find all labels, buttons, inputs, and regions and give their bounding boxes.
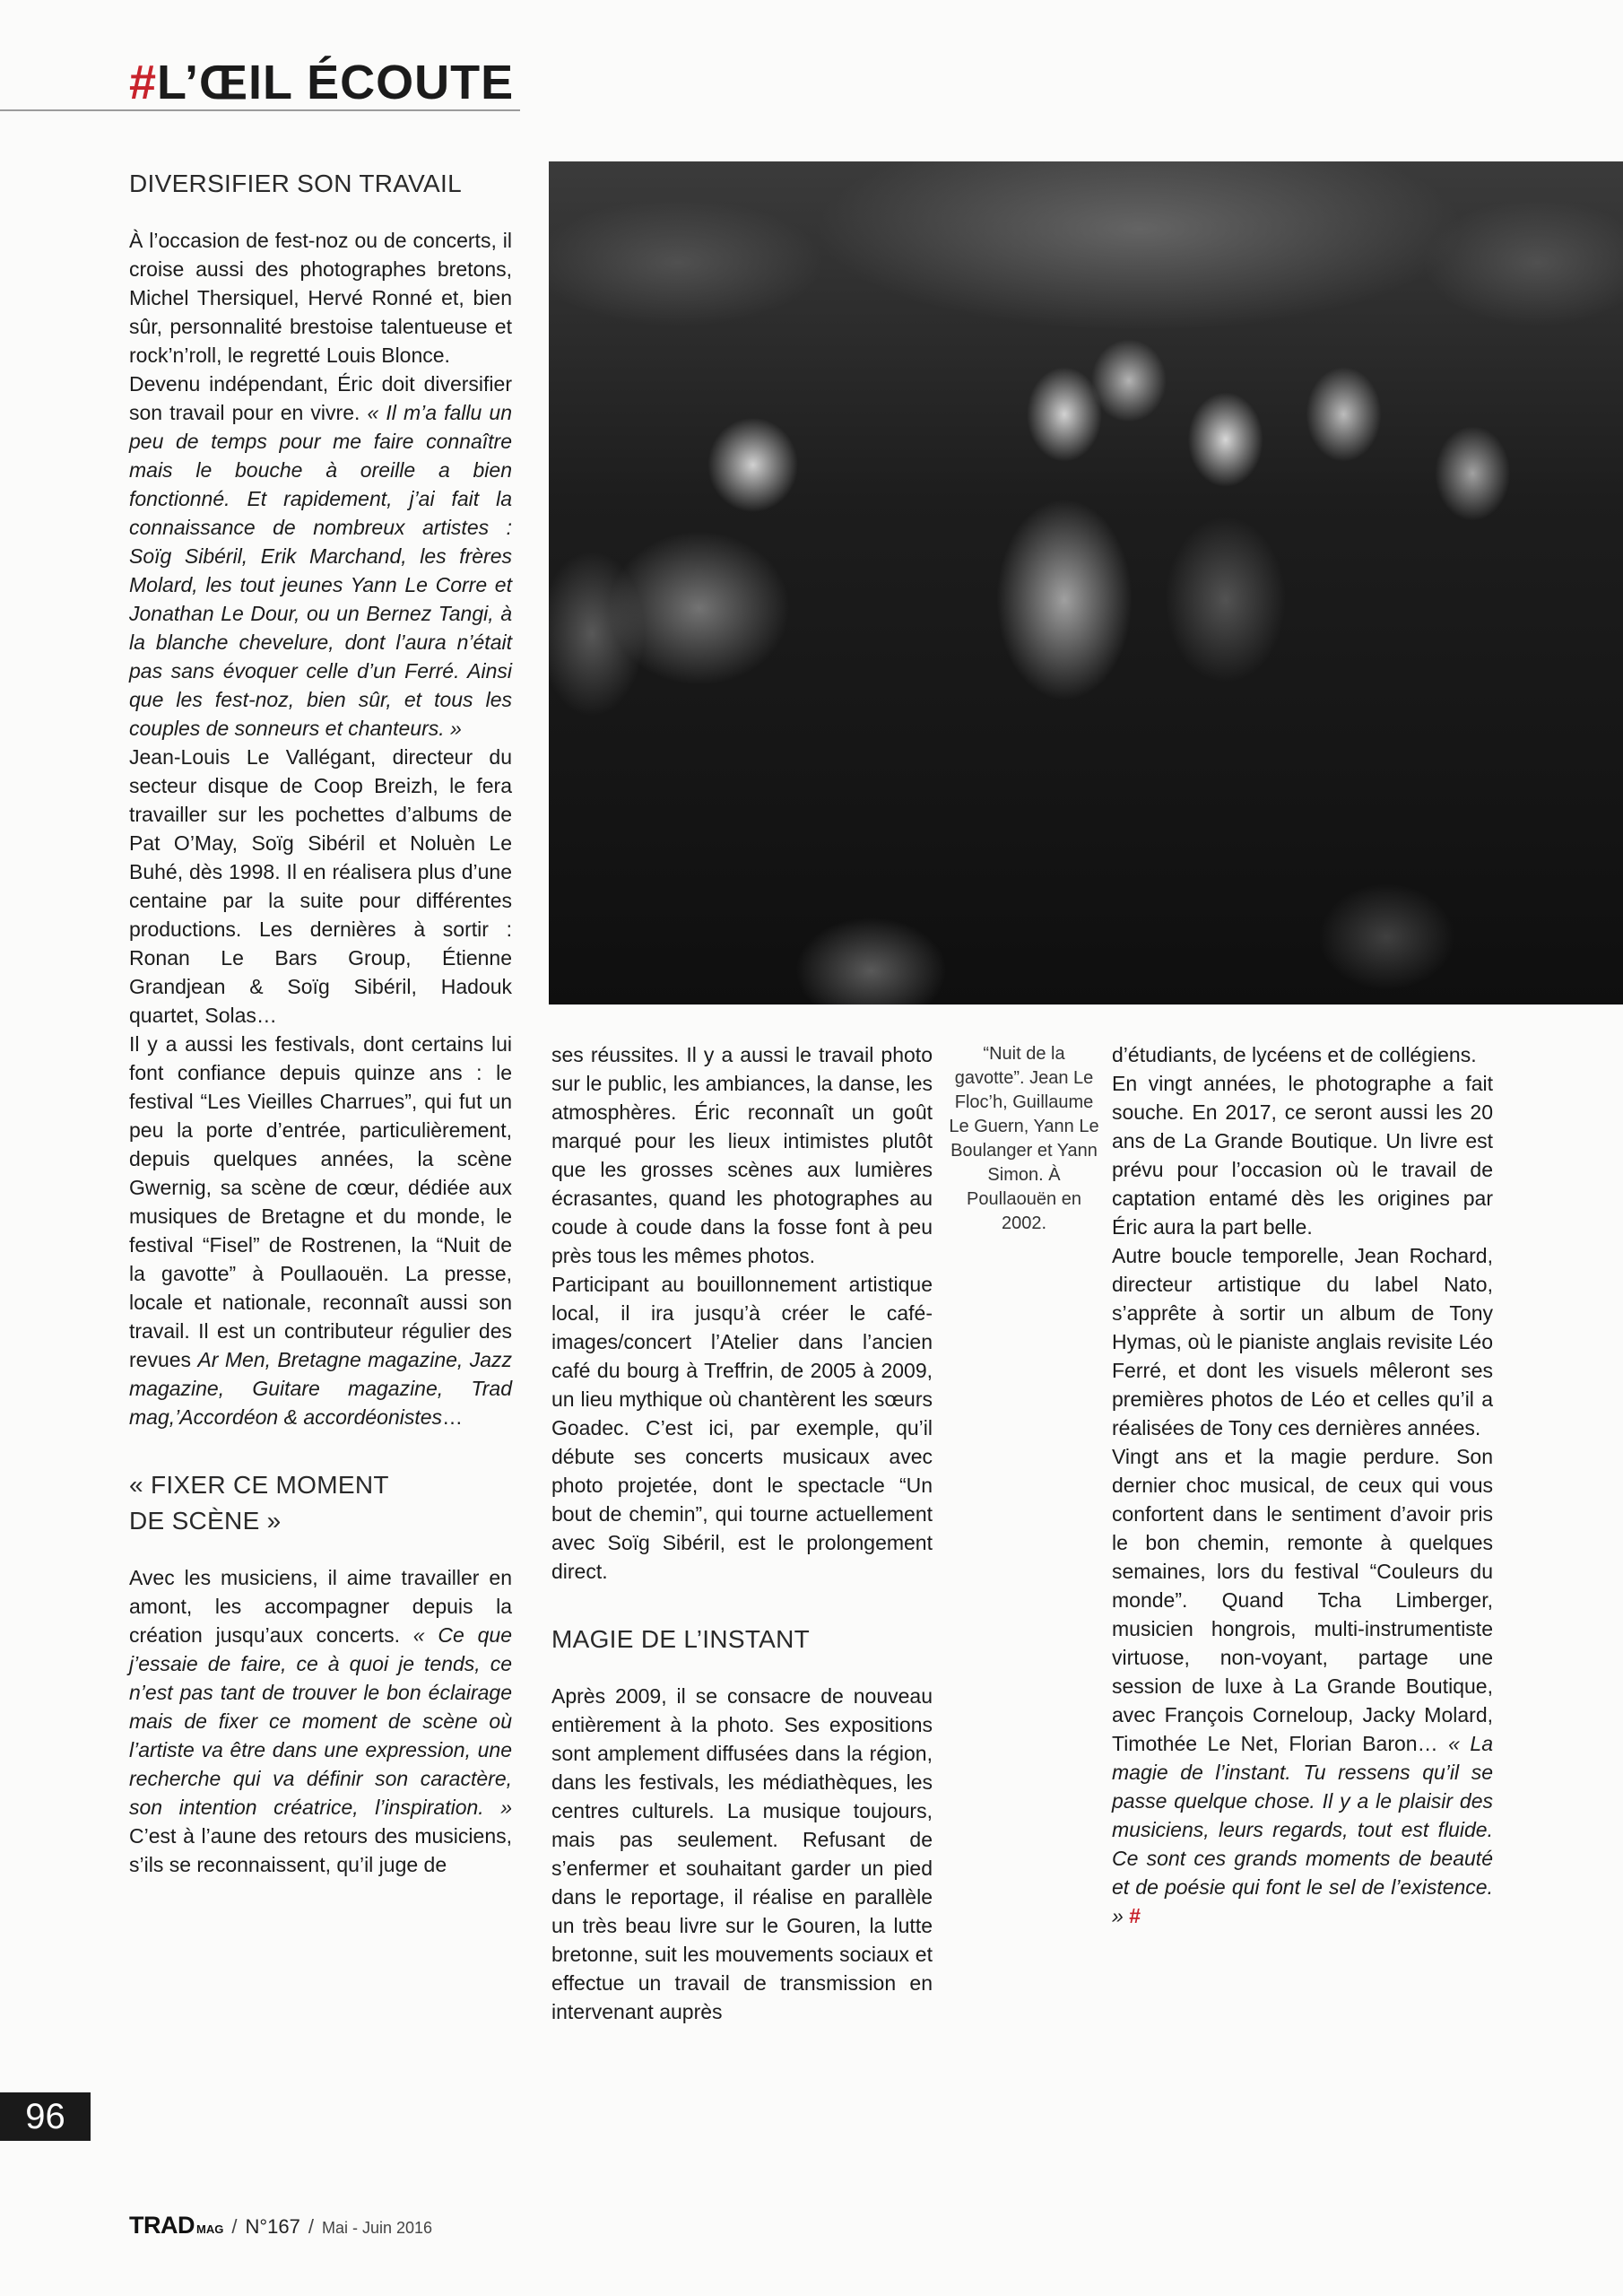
body-text: À l’occasion de fest-noz ou de concerts, il croise aussi des photographes bretons, Michel Thersiquel, Hervé Ronné et, bien sûr, personnalité brestoise talentueuse et rock’n’roll, le regretté Louis Blonce. <box>129 229 512 367</box>
body-text: ses réussites. Il y a aussi le travail photo sur le public, les ambiances, la danse, les atmosphères. Éric reconnaît un goût marqué pour les lieux intimistes plutôt que les grosses scènes aux lumières écrasantes, quand les photographes au coude à coude dans la fosse font à peu près tous les mêmes photos. <box>551 1043 933 1267</box>
paragraph <box>1112 1442 1493 1930</box>
body-text: … <box>442 1405 464 1429</box>
section-heading: MAGIE DE L’INSTANT <box>551 1625 811 1653</box>
body-text: En vingt années, le photographe a fait souche. En 2017, ce seront aussi les 20 ans de La Grande Boutique. Un livre est prévu pour l’occasion où le travail de captation entamé dès les origines par Éric aura la part belle. <box>1112 1072 1493 1239</box>
heading-line: « FIXER CE MOMENT <box>129 1471 389 1499</box>
section-heading <box>129 1467 512 1539</box>
paragraph <box>129 370 512 743</box>
paragraph <box>551 1040 933 1270</box>
page-number: 96 <box>0 2092 91 2141</box>
left-column <box>129 166 512 1879</box>
photo-caption: “Nuit de la gavotte”. Jean Le Floc’h, Guillaume Le Guern, Yann Le Boulanger et Yann Simon. À Poullaouën en 2002. <box>949 1044 1099 1233</box>
header-rule <box>0 109 520 111</box>
body-text: Avec les musiciens, il aime travailler en amont, les accompagner depuis la création jusqu’aux concerts. <box>129 1566 512 1647</box>
section-header <box>129 56 514 109</box>
footer-separator: / <box>308 2215 314 2238</box>
quote-text: Ar Men, Bretagne magazine, Jazz magazine, Guitare magazine, Trad mag,’Accordéon & accordéonistes <box>129 1348 512 1429</box>
body-text: Vingt ans et la magie perdure. Son dernier choc musical, de ceux qui vous confortent dans le sentiment d’avoir pris le bon chemin, remonte à quelques semaines, lors du festival “Couleurs du monde”. Quand Tcha Limberger, musicien hongrois, multi-instrumentiste virtuose, non-voyant, partage une session de luxe à La Grande Boutique, avec François Corneloup, Jacky Molard, Timothée Le Net, Florian Baron… <box>1112 1445 1493 1755</box>
body-text: d’étudiants, de lycéens et de collégiens. <box>1112 1043 1477 1066</box>
quote-text: « Il m’a fallu un peu de temps pour me faire connaître mais le bouche à oreille a bien fonctionné. Et rapidement, j’ai fait la connaissance de nombreux artistes : Soïg Sibéril, Erik Marchand, les frères Molard, les tout jeunes Yann Le Corre et Jonathan Le Dour, ou un Bernez Tangi, à la blanche chevelure, dont l’aura n’était pas sans évoquer celle d’un Ferré. Ainsi que les fest-noz, bien sûr, et tous les couples de sonneurs et chanteurs. » <box>129 401 512 740</box>
footer-separator: / <box>231 2215 238 2238</box>
paragraph <box>129 226 512 370</box>
paragraph <box>129 1030 512 1431</box>
quote-text: « La magie de l’instant. Tu ressens qu’il se passe quelque chose. Il y a le plaisir des musiciens, leurs regards, tout est fluide. Ce sont ces grands moments de beauté et de poésie qui font le sel de l’existence. » <box>1112 1732 1493 1927</box>
body-text: Il y a aussi les festivals, dont certains lui font confiance depuis quinze ans : le festival “Les Vieilles Charrues”, qui fut un peu la porte d’entrée, particulièrement, depuis quelques années, la scène Gwernig, sa scène de cœur, dédiée aux musiques de Bretagne et du monde, le festival “Fisel” de Rostrenen, la “Nuit de la gavotte” à Poullaouën. La presse, locale et nationale, reconnaît aussi son travail. Il est un contributeur régulier des revues <box>129 1032 512 1371</box>
body-text: Participant au bouillonnement artistique local, il ira jusqu’à créer le café-images/concert l’Atelier dans l’ancien café du bourg à Treffrin, de 2005 à 2009, un lieu mythique où chantèrent les sœurs Goadec. C’est ici, par exemple, qu’il débute ses concerts musicaux avec photo projetée, dont le spectacle “Un bout de chemin”, qui tourne actuellement avec Soïg Sibéril, est le prolongement direct. <box>551 1273 933 1583</box>
magazine-logo-sub: MAG <box>196 2222 224 2236</box>
paragraph <box>129 1563 512 1879</box>
body-text: C’est à l’aune des retours des musiciens, s’ils se reconnaissent, qu’il juge de <box>129 1824 512 1876</box>
page-footer <box>129 2212 432 2239</box>
issue-date: Mai - Juin 2016 <box>322 2219 433 2237</box>
body-text: Autre boucle temporelle, Jean Rochard, directeur artistique du label Nato, s’apprête à sortir un album de Tony Hymas, où le pianiste anglais revisite Léo Ferré, et dont les visuels mêleront ses premières photos de Léo et celles qu’il a réalisées de Tony ces dernières années. <box>1112 1244 1493 1439</box>
end-mark: # <box>1129 1904 1141 1927</box>
quote-text: « Ce que j’essaie de faire, ce à quoi je tends, ce n’est pas tant de trouver le bon éclairage mais de fixer ce moment de scène où l’artiste va être dans une expression, une recherche qui va définir son caractère, son intention créatrice, l’inspiration. » <box>129 1623 512 1819</box>
body-text: Après 2009, il se consacre de nouveau entièrement à la photo. Ses expositions sont amplement diffusées dans la région, dans les festivals, les médiathèques, les centres culturels. La musique toujours, mais pas seulement. Refusant de s’enfermer et souhaitant garder un pied dans le reportage, il réalise en parallèle un très beau livre sur le Gouren, la lutte bretonne, suit les mouvements sociaux et effectue un travail de transmission en intervenant auprès <box>551 1684 933 2023</box>
right-column <box>1112 1040 1493 1930</box>
paragraph <box>1112 1069 1493 1241</box>
article-body <box>551 1682 933 2026</box>
paragraph <box>1112 1040 1493 1069</box>
article-body <box>129 1563 512 1879</box>
article-body <box>551 1040 933 1586</box>
magazine-logo-main: TRAD <box>129 2212 195 2239</box>
heading-line: DE SCÈNE » <box>129 1507 282 1535</box>
section-heading: DIVERSIFIER SON TRAVAIL <box>129 170 462 197</box>
concert-photo <box>549 161 1623 1004</box>
body-text: Jean-Louis Le Vallégant, directeur du secteur disque de Coop Breizh, le fera travailler sur les pochettes d’albums de Pat O’May, Soïg Sibéril et Noluèn Le Buhé, dès 1998. Il en réalisera plus d’une centaine par la suite pour différentes productions. Les dernières à sortir : Ronan Le Bars Group, Étienne Grandjean & Soïg Sibéril, Hadouk quartet, Solas… <box>129 745 512 1027</box>
paragraph <box>1112 1241 1493 1442</box>
issue-number: N°167 <box>245 2215 300 2238</box>
body-text: Devenu indépendant, Éric doit diversifier son travail pour en vivre. <box>129 372 512 424</box>
article-body <box>129 226 512 1431</box>
section-title: L’ŒIL ÉCOUTE <box>157 56 515 109</box>
paragraph <box>129 743 512 1030</box>
middle-column <box>551 1040 933 2026</box>
paragraph <box>551 1682 933 2026</box>
hash-mark: # <box>129 56 158 109</box>
paragraph <box>551 1270 933 1586</box>
article-body <box>1112 1040 1493 1930</box>
